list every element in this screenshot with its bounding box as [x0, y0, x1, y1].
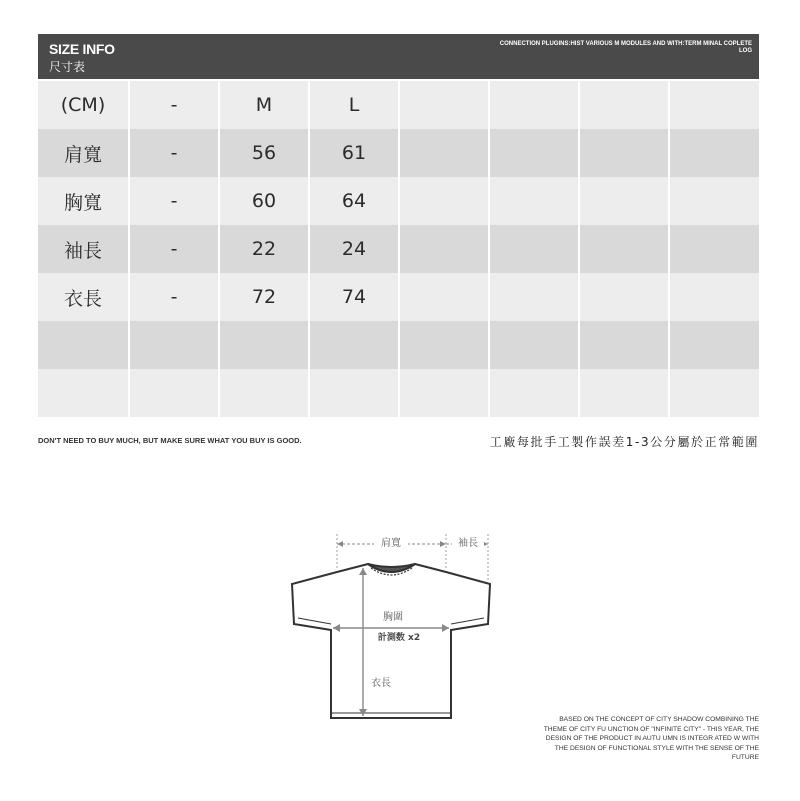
table-cell: [488, 81, 578, 129]
table-cell: [488, 321, 578, 369]
table-cell: 24: [308, 225, 398, 273]
table-cell: [578, 273, 668, 321]
table-cell: [308, 321, 398, 369]
tshirt-measurement-diagram: [280, 528, 500, 728]
table-cell: -: [128, 81, 218, 129]
table-cell: [38, 321, 128, 369]
table-cell: -: [128, 225, 218, 273]
table-cell: [218, 321, 308, 369]
table-cell: 61: [308, 129, 398, 177]
table-cell: 胸寬: [38, 177, 128, 225]
table-cell: [128, 369, 218, 417]
table-cell: [578, 81, 668, 129]
table-row: [38, 177, 759, 225]
table-cell: 肩寬: [38, 129, 128, 177]
table-cell: [398, 369, 488, 417]
header-title: SIZE INFO: [49, 41, 115, 57]
table-cell: [398, 81, 488, 129]
table-cell: 22: [218, 225, 308, 273]
chest-measure-note: 計測数 x2: [377, 633, 421, 643]
table-cell: [398, 225, 488, 273]
table-cell: [488, 225, 578, 273]
table-cell: 60: [218, 177, 308, 225]
table-cell: [398, 273, 488, 321]
table-cell: 衣長: [38, 273, 128, 321]
table-cell: 袖長: [38, 225, 128, 273]
table-cell: [488, 177, 578, 225]
footer-slogan: DON'T NEED TO BUY MUCH, BUT MAKE SURE WHAT YOU BUY IS GOOD.: [38, 436, 302, 445]
table-cell: [578, 369, 668, 417]
table-cell: [488, 273, 578, 321]
footer-tolerance-note: 工廠每批手工製作誤差1-3公分屬於正常範圍: [489, 435, 759, 449]
table-row: [38, 321, 759, 369]
concept-note: BASED ON THE CONCEPT OF CITY SHADOW COMBINING THE THEME OF CITY FU UNCTION OF "INFINITE CITY" - THIS YEAR, THE DESIGN OF THE PRODUCT IN AUTU UMN IS INTEGR ATED W WITH THE DESIGN OF FUNCTIONAL STYLE WITH THE SENSE OF THE FUTURE: [543, 716, 759, 762]
table-cell: [398, 129, 488, 177]
size-table: [38, 81, 759, 417]
shoulder-width-label: 肩寬: [381, 538, 401, 549]
table-cell: [668, 273, 759, 321]
table-cell: 64: [308, 177, 398, 225]
table-cell: [668, 129, 759, 177]
table-cell: [398, 177, 488, 225]
table-cell: [668, 81, 759, 129]
table-cell: M: [218, 81, 308, 129]
table-cell: [488, 129, 578, 177]
table-cell: 56: [218, 129, 308, 177]
table-cell: -: [128, 177, 218, 225]
table-cell: [488, 369, 578, 417]
table-cell: L: [308, 81, 398, 129]
table-cell: [128, 321, 218, 369]
chest-label: 胸圍: [383, 612, 403, 623]
table-row: [38, 129, 759, 177]
header-subtitle: 尺寸表: [49, 60, 86, 74]
table-cell: 72: [218, 273, 308, 321]
table-cell: [38, 369, 128, 417]
table-cell: [668, 321, 759, 369]
table-row: [38, 369, 759, 417]
table-row: [38, 273, 759, 321]
table-cell: [578, 225, 668, 273]
table-cell: 74: [308, 273, 398, 321]
body-length-label: 衣長: [371, 678, 391, 689]
table-cell: [398, 321, 488, 369]
table-cell: [578, 321, 668, 369]
table-row: [38, 225, 759, 273]
sleeve-length-label: 袖長: [458, 538, 478, 549]
table-cell: -: [128, 129, 218, 177]
table-cell: [668, 369, 759, 417]
table-cell: [668, 225, 759, 273]
table-cell: (CM): [38, 81, 128, 129]
size-info-header: [38, 34, 759, 79]
table-cell: [578, 129, 668, 177]
table-cell: [578, 177, 668, 225]
header-note: CONNECTION PLUGINS:HIST VARIOUS M MODULES AND WITH:TERM MINAL COPLETE LOG: [499, 41, 752, 54]
table-cell: [668, 177, 759, 225]
table-cell: -: [128, 273, 218, 321]
table-cell: [218, 369, 308, 417]
table-cell: [308, 369, 398, 417]
table-header-row: [38, 81, 759, 129]
